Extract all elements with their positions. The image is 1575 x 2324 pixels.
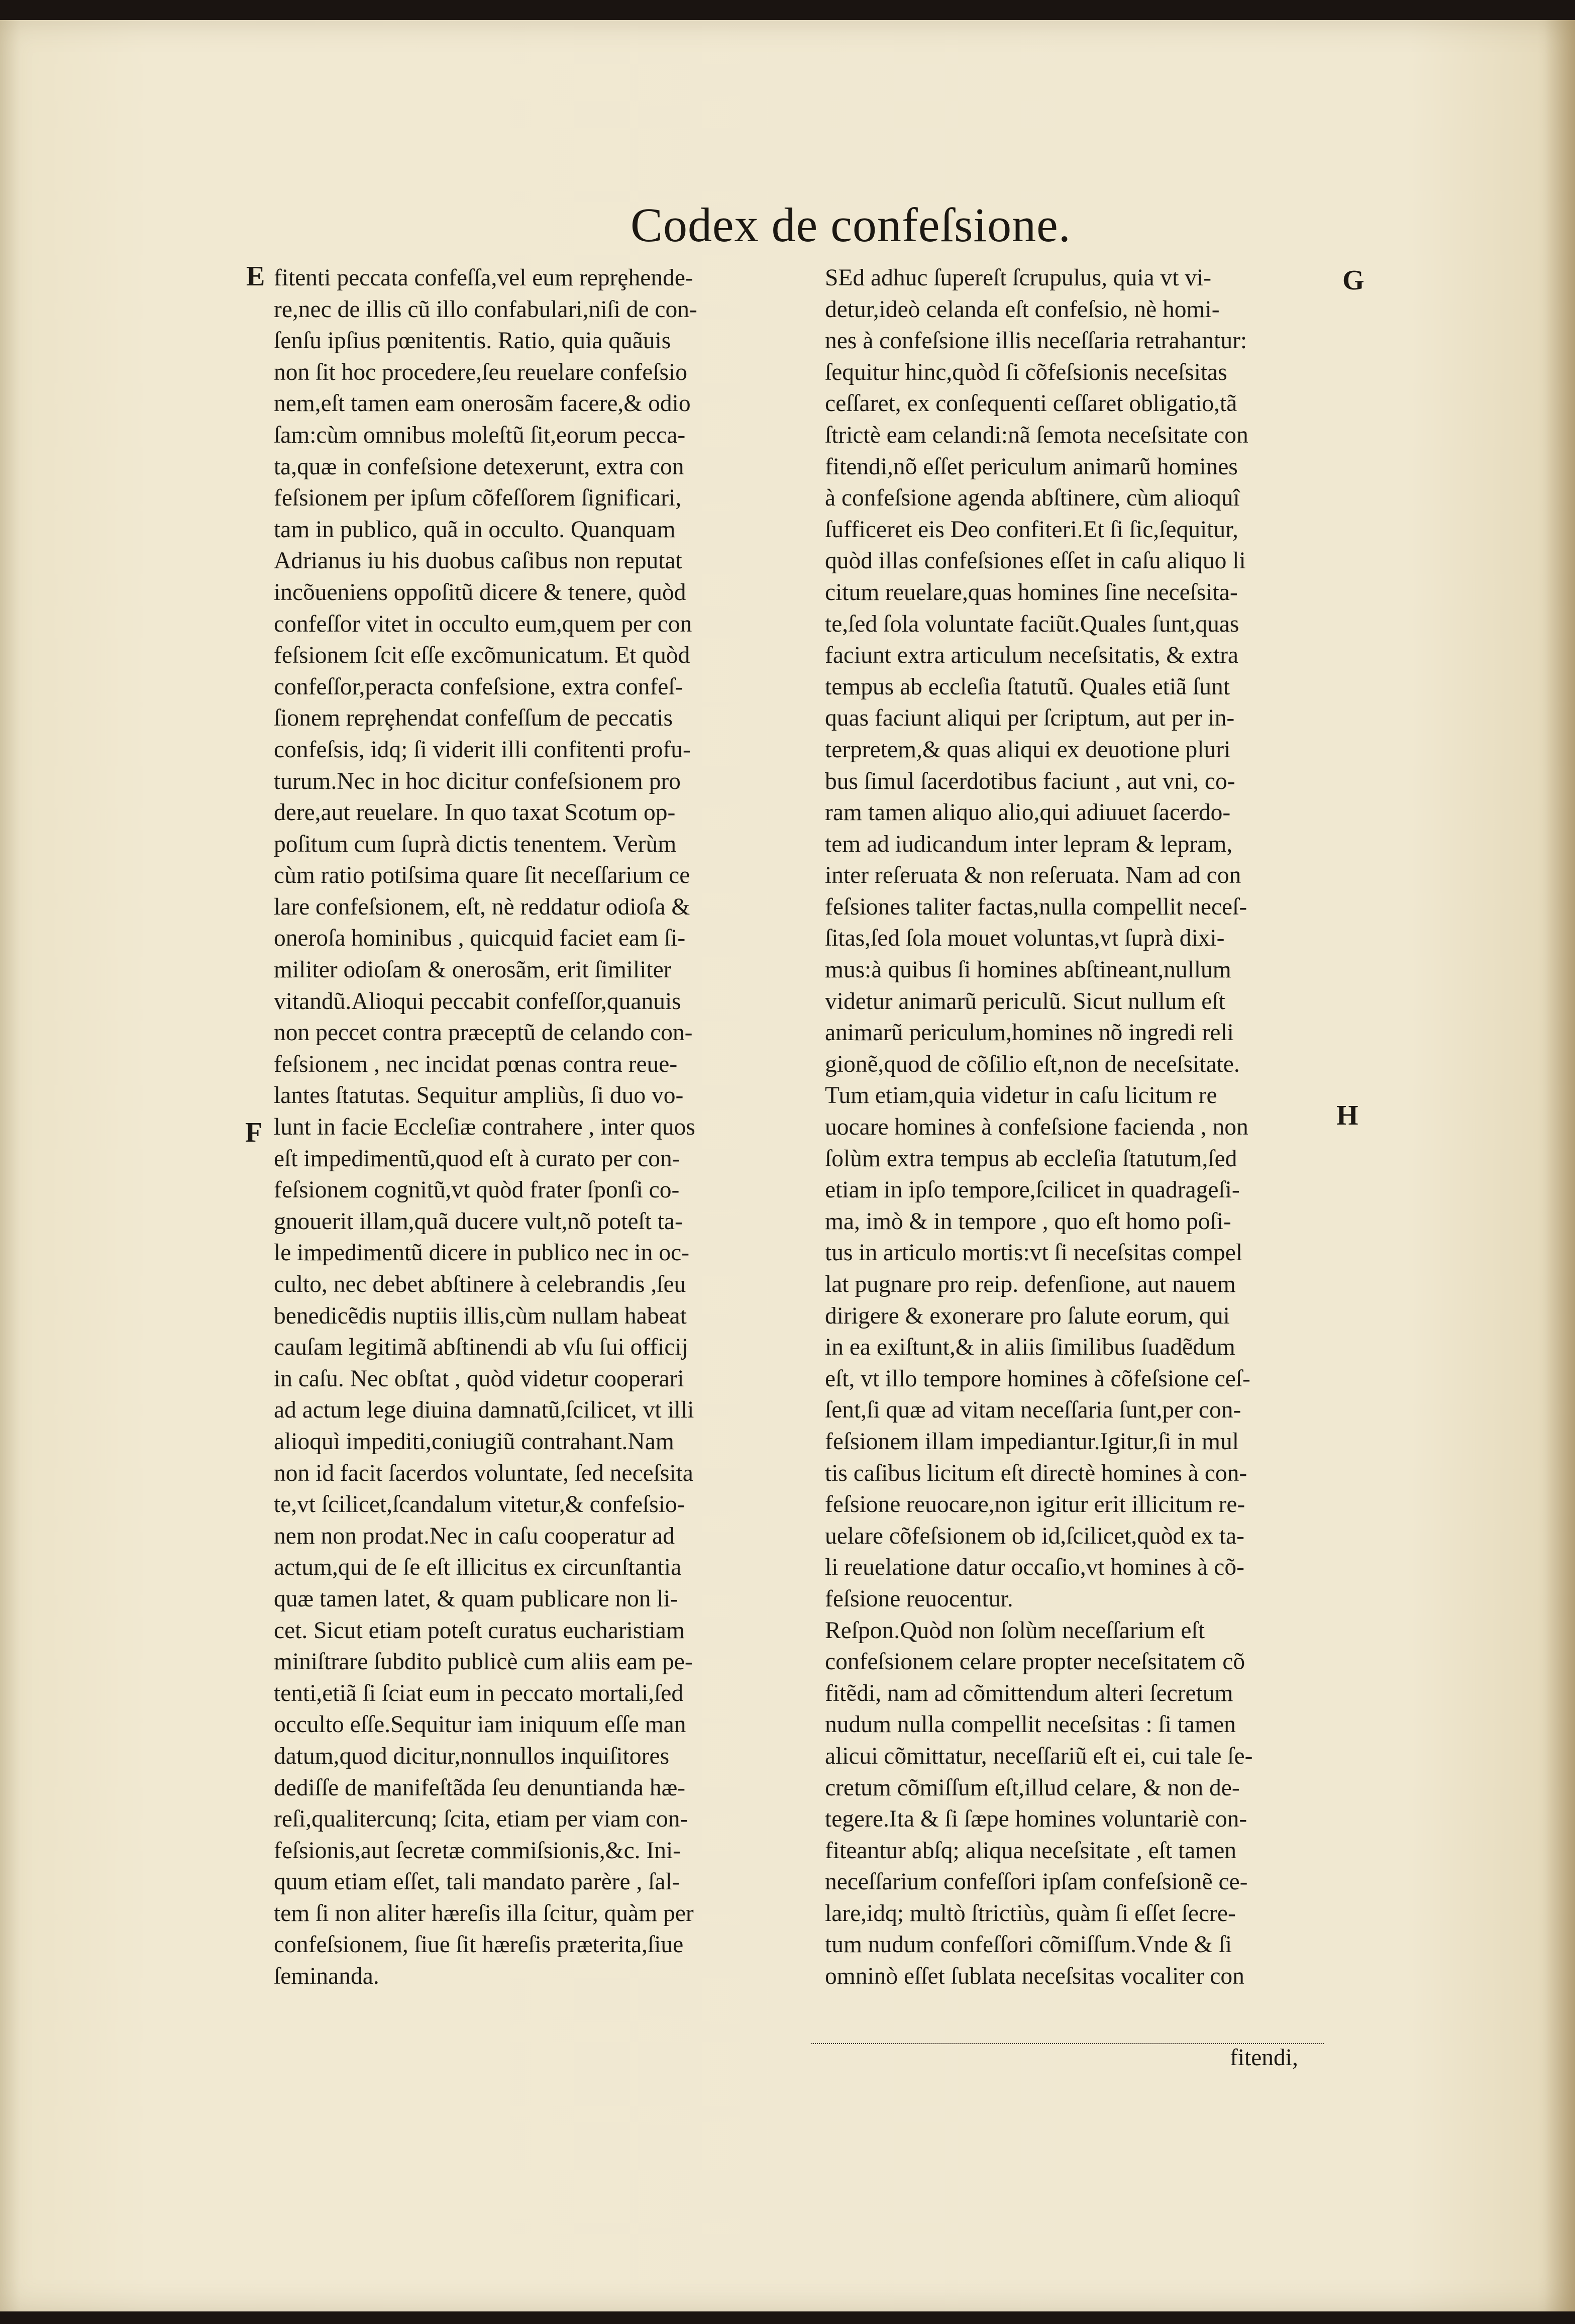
text-line: fitendi,nõ eſſet periculum animarũ homines <box>825 453 1238 480</box>
text-line: tegere.Ita & ſi ſæpe homines voluntariè con- <box>825 1806 1247 1833</box>
text-line: actum,qui de ſe eſt illicitus ex circunſtantia <box>274 1554 682 1581</box>
text-line: gionẽ,quod de cõſilio eſt,non de neceſsitate. <box>825 1051 1240 1077</box>
text-line: militer odioſam & onerosãm, erit ſimiliter <box>274 957 672 983</box>
text-line: feſsionis,aut ſecretæ commiſsionis,&c. Ini- <box>274 1837 681 1864</box>
text-line: fitẽdi, nam ad cõmittendum alteri ſecretum <box>825 1680 1233 1706</box>
text-line: feſsione reuocentur. <box>825 1585 1013 1612</box>
text-line: alioquì impediti,coniugiũ contrahant.Nam <box>274 1428 674 1455</box>
text-line: confeſsionem, ſiue ſit hæreſis præterita,ſiue <box>274 1932 684 1958</box>
catchword: fitendi, <box>1230 2045 1298 2071</box>
text-line: lare confeſsionem, eſt, nè reddatur odioſa & <box>274 893 690 920</box>
text-line: ma, imò & in tempore , quo eſt homo poſi- <box>825 1208 1231 1235</box>
section-marker-e: E <box>246 261 265 292</box>
text-line: reſi,qualitercunq; ſcita, etiam per viam con- <box>274 1806 688 1833</box>
text-line: tempus ab eccleſia ſtatutũ. Quales etiã ſunt <box>825 673 1230 700</box>
text-line: quæ tamen latet, & quam publicare non li- <box>274 1585 678 1612</box>
text-line: benedicẽdis nuptiis illis,cùm nullam habeat <box>274 1302 687 1329</box>
text-line: quas faciunt aliqui per ſcriptum, aut per in- <box>825 705 1235 732</box>
text-line: oneroſa hominibus , quicquid faciet eam ſi- <box>274 925 686 952</box>
left-text-column <box>274 262 791 1992</box>
text-line: citum reuelare,quas homines ſine neceſsita- <box>825 579 1238 605</box>
text-line: te,ſed ſola voluntate faciũt.Quales ſunt,quas <box>825 611 1239 637</box>
text-line: occulto eſſe.Sequitur iam iniquum eſſe man <box>274 1711 686 1738</box>
text-line: in ea exiſtunt,& in aliis ſimilibus ſuadẽdum <box>825 1334 1235 1361</box>
text-line: non id facit ſacerdos voluntate, ſed neceſsita <box>274 1460 693 1486</box>
text-line: turum.Nec in hoc dicitur confeſsionem pro <box>274 768 681 794</box>
text-line: lare,idq; multò ſtrictiùs, quàm ſi eſſet ſecre- <box>825 1900 1236 1927</box>
text-line: cretum cõmiſſum eſt,illud celare, & non de- <box>825 1774 1240 1801</box>
page-edge-shadow <box>1545 20 1575 2311</box>
text-line: feſsionem ſcit eſſe excõmunicatum. Et quòd <box>274 642 690 669</box>
text-line: eſt impedimentũ,quod eſt à curato per con- <box>274 1145 680 1172</box>
page-header-title: Codex de confeſsione. <box>631 198 1071 252</box>
text-line: nem non prodat.Nec in caſu cooperatur ad <box>274 1523 675 1549</box>
text-line: ſitas,ſed ſola mouet voluntas,vt ſuprà dixi- <box>825 925 1225 952</box>
text-line: ſeminanda. <box>274 1963 379 1990</box>
text-line: feſsionem illam impediantur.Igitur,ſi in mul <box>825 1428 1239 1455</box>
text-line: ſolùm extra tempus ab eccleſia ſtatutum,ſed <box>825 1145 1237 1172</box>
text-line: ſtrictè eam celandi:nã ſemota neceſsitate con <box>825 422 1248 448</box>
text-line: tis caſibus licitum eſt directè homines à con- <box>825 1460 1247 1486</box>
text-line: poſitum cum ſuprà dictis tenentem. Verùm <box>274 831 677 857</box>
text-line: ſenſu ipſius pœnitentis. Ratio, quia quãuis <box>274 328 671 354</box>
text-line: videtur animarũ periculũ. Sicut nullum eſt <box>825 988 1225 1015</box>
text-line: miniſtrare ſubdito publicè cum aliis eam pe- <box>274 1649 693 1675</box>
text-line: uocare homines à confeſsione facienda , non <box>825 1114 1248 1141</box>
text-line: ſam:cùm omnibus moleſtũ ſit,eorum pecca- <box>274 422 686 448</box>
text-line: feſsionem per ipſum cõfeſſorem ſignificari, <box>274 485 682 512</box>
text-line: eſt, vt illo tempore homines à cõfeſsione ceſ- <box>825 1365 1250 1392</box>
text-line: alicui cõmittatur, neceſſariũ eſt ei, cui tale ſe- <box>825 1743 1253 1769</box>
text-line: tum nudum confeſſori cõmiſſum.Vnde & ſi <box>825 1932 1232 1958</box>
text-line: fiteantur abſq; aliqua neceſsitate , eſt tamen <box>825 1837 1237 1864</box>
text-line: ta,quæ in confeſsione detexerunt, extra con <box>274 453 684 480</box>
text-line: omninò eſſet ſublata neceſsitas vocaliter con <box>825 1963 1244 1990</box>
text-line: dirigere & exonerare pro ſalute eorum, qui <box>825 1302 1230 1329</box>
text-line: à confeſsione agenda abſtinere, cùm alioquî <box>825 485 1240 512</box>
section-marker-g: G <box>1342 265 1364 296</box>
text-line: lat pugnare pro reip. defenſione, aut nauem <box>825 1271 1236 1297</box>
text-line: vitandũ.Alioqui peccabit confeſſor,quanuis <box>274 988 681 1015</box>
text-line: bus ſimul ſacerdotibus faciunt , aut vni, co- <box>825 768 1235 794</box>
text-line: confeſſor,peracta confeſsione, extra confeſ- <box>274 673 683 700</box>
text-line: confeſsis, idq; ſi viderit illi confitenti profu- <box>274 736 691 763</box>
text-line: confeſſor vitet in occulto eum,quem per con <box>274 611 692 637</box>
text-line: feſsione reuocare,non igitur erit illicitum re- <box>825 1491 1245 1518</box>
text-line: nem,eſt tamen eam onerosãm facere,& odio <box>274 390 691 417</box>
text-line: inter reſeruata & non reſeruata. Nam ad con <box>825 862 1241 889</box>
text-line: incõueniens oppoſitũ dicere & tenere, quòd <box>274 579 686 605</box>
text-line: tam in publico, quã in occulto. Quanquam <box>274 516 676 543</box>
text-line: feſsionem cognitũ,vt quòd frater ſponſi co- <box>274 1177 680 1203</box>
text-line: tem ad iudicandum inter lepram & lepram, <box>825 831 1233 857</box>
text-line: SEd adhuc ſupereſt ſcrupulus, quia vt vi- <box>825 265 1212 291</box>
text-line: ram tamen aliquo alio,qui adiuuet ſacerdo- <box>825 799 1231 826</box>
text-line: detur,ideò celanda eſt confeſsio, nè homi- <box>825 296 1220 323</box>
text-line: nudum nulla compellit neceſsitas : ſi tamen <box>825 1711 1236 1738</box>
text-line: tus in articulo mortis:vt ſi neceſsitas compel <box>825 1240 1243 1266</box>
text-line: tenti,etiã ſi ſciat eum in peccato mortali,ſed <box>274 1680 684 1706</box>
section-marker-f: F <box>245 1117 263 1148</box>
text-line: ſionem reprȩhendat confeſſum de peccatis <box>274 705 673 732</box>
text-line: cùm ratio potiſsima quare ſit neceſſarium ce <box>274 862 690 889</box>
text-line: culto, nec debet abſtinere à celebrandis ,ſeu <box>274 1271 686 1297</box>
text-line: terpretem,& quas aliqui ex deuotione pluri <box>825 736 1231 763</box>
text-line: nes à confeſsione illis neceſſaria retrahantur: <box>825 328 1247 354</box>
right-text-column <box>825 262 1335 1992</box>
text-line: gnouerit illam,quã ducere vult,nõ poteſt ta- <box>274 1208 683 1235</box>
text-line: neceſſarium confeſſori ipſam confeſsionẽ ce- <box>825 1869 1248 1895</box>
text-line: dediſſe de manifeſtãda ſeu denuntianda hæ- <box>274 1774 686 1801</box>
text-line: le impedimentũ dicere in publico nec in oc- <box>274 1240 690 1266</box>
text-line: Reſpon.Quòd non ſolùm neceſſarium eſt <box>825 1617 1205 1644</box>
text-line: ſequitur hinc,quòd ſi cõfeſsionis neceſsitas <box>825 359 1227 385</box>
text-line: feſsiones taliter factas,nulla compellit neceſ- <box>825 893 1247 920</box>
text-line: faciunt extra articulum neceſsitatis, & extra <box>825 642 1238 669</box>
text-line: Tum etiam,quia videtur in caſu licitum re <box>825 1082 1217 1109</box>
text-line: li reuelatione datur occaſio,vt homines à cõ- <box>825 1554 1244 1581</box>
text-line: lantes ſtatutas. Sequitur ampliùs, ſi duo vo- <box>274 1082 684 1109</box>
text-line: non ſit hoc procedere,ſeu reuelare confeſsio <box>274 359 687 385</box>
text-line: animarũ periculum,homines nõ ingredi reli <box>825 1020 1234 1046</box>
text-line: fitenti peccata confeſſa,vel eum reprȩhende- <box>274 265 693 291</box>
text-line: tem ſi non aliter hæreſis illa ſcitur, quàm per <box>274 1900 694 1927</box>
text-line: cet. Sicut etiam poteſt curatus eucharistiam <box>274 1617 685 1644</box>
text-line: ſent,ſi quæ ad vitam neceſſaria ſunt,per con- <box>825 1397 1241 1424</box>
text-line: re,nec de illis cũ illo confabulari,niſi de con- <box>274 296 697 323</box>
text-line: etiam in ipſo tempore,ſcilicet in quadrageſi- <box>825 1177 1240 1203</box>
section-marker-h: H <box>1336 1100 1358 1131</box>
text-line: dere,aut reuelare. In quo taxat Scotum op- <box>274 799 676 826</box>
text-line: in caſu. Nec obſtat , quòd videtur cooperari <box>274 1365 684 1392</box>
text-line: ceſſaret, ex conſequenti ceſſaret obligatio,tã <box>825 390 1237 417</box>
text-line: te,vt ſcilicet,ſcandalum vitetur,& confeſsio- <box>274 1491 685 1518</box>
text-line: cauſam legitimã abſtinendi ab vſu ſui officij <box>274 1334 688 1361</box>
text-line: non peccet contra præceptũ de celando con- <box>274 1020 693 1046</box>
text-line: ſufficeret eis Deo confiteri.Et ſi ſic,ſequitur, <box>825 516 1238 543</box>
text-line: uelare cõfeſsionem ob id,ſcilicet,quòd ex ta- <box>825 1523 1244 1549</box>
text-line: ad actum lege diuina damnatũ,ſcilicet, vt illi <box>274 1397 694 1424</box>
text-line: mus:à quibus ſi homines abſtineant,nullum <box>825 957 1231 983</box>
text-line: lunt in facie Eccleſiæ contrahere , inter quos <box>274 1114 695 1141</box>
text-line: Adrianus iu his duobus caſibus non reputat <box>274 548 682 574</box>
text-line: confeſsionem celare propter neceſsitatem cõ <box>825 1649 1245 1675</box>
text-line: quum etiam eſſet, tali mandato parère , ſal- <box>274 1869 680 1895</box>
text-line: feſsionem , nec incidat pœnas contra reue- <box>274 1051 678 1077</box>
text-line: quòd illas confeſsiones eſſet in caſu aliquo li <box>825 548 1246 574</box>
text-line: datum,quod dicitur,nonnullos inquiſitores <box>274 1743 670 1769</box>
